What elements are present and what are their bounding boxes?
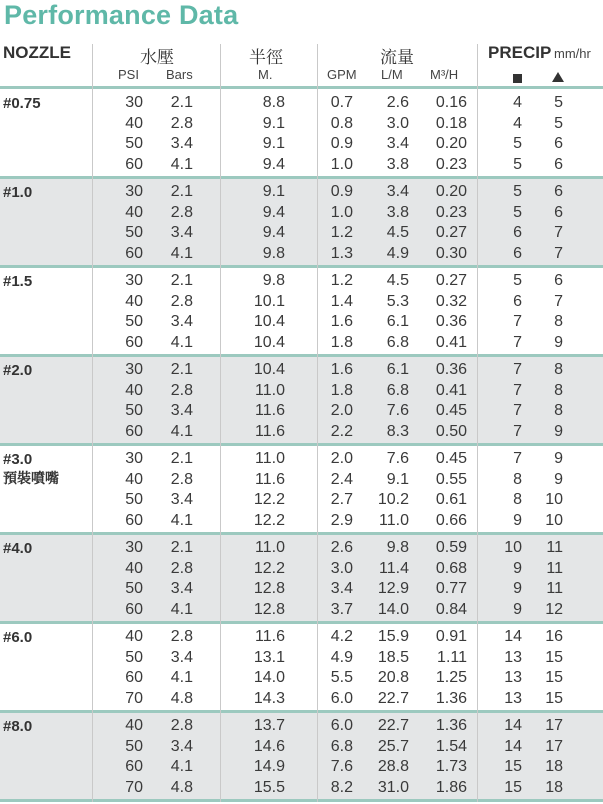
cell-lm: 25.7: [377, 738, 409, 755]
cell-lm: 12.9: [377, 580, 409, 597]
cell-lm: 20.8: [377, 669, 409, 686]
cell-gpm: 2.0: [330, 450, 353, 467]
cell-psi: 50: [125, 491, 143, 508]
cell-radius: 11.0: [255, 539, 285, 556]
cell-bars: 4.1: [170, 245, 193, 262]
cell-precip-square: 7: [513, 382, 522, 399]
cell-radius: 9.1: [262, 115, 285, 132]
cell-m3h: 0.41: [435, 382, 467, 399]
nozzle-name: #4.0: [3, 540, 33, 557]
cell-psi: 50: [125, 135, 143, 152]
cell-precip-triangle: 9: [554, 423, 563, 440]
cell-bars: 2.8: [170, 628, 193, 645]
cell-precip-triangle: 8: [554, 313, 563, 330]
cell-psi: 60: [125, 334, 143, 351]
cell-m3h: 1.11: [437, 649, 467, 666]
cell-precip-triangle: 12: [545, 601, 563, 618]
cell-m3h: 0.36: [435, 361, 467, 378]
cell-psi: 30: [125, 539, 143, 556]
cell-bars: 3.4: [170, 135, 193, 152]
cell-gpm: 5.5: [330, 669, 353, 686]
triangle-icon: [552, 69, 564, 87]
cell-precip-triangle: 15: [545, 690, 563, 707]
cell-m3h: 0.23: [435, 204, 467, 221]
cell-psi: 50: [125, 224, 143, 241]
cell-lm: 28.8: [377, 758, 409, 775]
cell-m3h: 0.32: [435, 293, 467, 310]
cell-precip-square: 7: [513, 361, 522, 378]
cell-psi: 40: [125, 115, 143, 132]
cell-precip-triangle: 7: [554, 293, 563, 310]
cell-precip-triangle: 16: [545, 628, 563, 645]
cell-gpm: 0.9: [330, 183, 353, 200]
cell-m3h: 1.36: [435, 717, 467, 734]
cell-psi: 70: [125, 779, 143, 796]
cell-precip-triangle: 15: [545, 669, 563, 686]
nozzle-name: #1.0: [3, 184, 33, 201]
cell-precip-triangle: 10: [545, 512, 563, 529]
header-precip: PRECIP: [488, 43, 552, 62]
cell-m3h: 0.30: [435, 245, 467, 262]
cell-m3h: 0.41: [435, 334, 467, 351]
cell-lm: 6.1: [386, 313, 409, 330]
cell-precip-triangle: 8: [554, 361, 563, 378]
cell-gpm: 3.0: [330, 560, 353, 577]
cell-lm: 9.8: [386, 539, 409, 556]
cell-lm: 7.6: [386, 402, 409, 419]
cell-bars: 4.1: [170, 758, 193, 775]
cell-bars: 4.1: [170, 423, 193, 440]
cell-m3h: 1.36: [435, 690, 467, 707]
nozzle-group: [0, 624, 603, 711]
cell-bars: 4.1: [170, 669, 193, 686]
header-m: M.: [258, 67, 273, 82]
cell-precip-triangle: 6: [554, 156, 563, 173]
cell-radius: 11.6: [255, 471, 285, 488]
cell-bars: 2.1: [170, 272, 193, 289]
cell-m3h: 0.84: [435, 601, 467, 618]
cell-radius: 15.5: [253, 779, 285, 796]
cell-psi: 50: [125, 738, 143, 755]
nozzle-group: [0, 446, 603, 533]
cell-bars: 2.8: [170, 717, 193, 734]
cell-m3h: 0.23: [435, 156, 467, 173]
cell-precip-square: 13: [504, 690, 522, 707]
cell-bars: 2.1: [170, 94, 193, 111]
cell-bars: 2.8: [170, 560, 193, 577]
cell-precip-square: 14: [504, 628, 522, 645]
nozzle-group: [0, 268, 603, 355]
cell-precip-triangle: 11: [546, 580, 563, 597]
cell-precip-square: 9: [513, 580, 522, 597]
cell-lm: 3.4: [386, 135, 409, 152]
cell-psi: 60: [125, 669, 143, 686]
cell-radius: 14.9: [253, 758, 285, 775]
table-header: [0, 42, 603, 88]
cell-lm: 7.6: [386, 450, 409, 467]
cell-gpm: 6.8: [330, 738, 353, 755]
cell-radius: 13.1: [253, 649, 285, 666]
cell-radius: 10.4: [253, 361, 285, 378]
cell-psi: 30: [125, 450, 143, 467]
cell-gpm: 2.9: [330, 512, 353, 529]
nozzle-group: [0, 535, 603, 622]
cell-precip-triangle: 8: [554, 382, 563, 399]
header-precip-unit: mm/hr: [554, 46, 591, 61]
cell-lm: 14.0: [377, 601, 409, 618]
cell-gpm: 2.0: [330, 402, 353, 419]
cell-psi: 40: [125, 382, 143, 399]
cell-bars: 2.1: [170, 361, 193, 378]
cell-bars: 4.1: [170, 334, 193, 351]
cell-gpm: 1.3: [330, 245, 353, 262]
cell-precip-square: 9: [513, 601, 522, 618]
cell-radius: 9.8: [262, 272, 285, 289]
cell-gpm: 2.4: [330, 471, 353, 488]
cell-psi: 30: [125, 94, 143, 111]
cell-precip-triangle: 18: [545, 779, 563, 796]
cell-precip-square: 4: [513, 115, 522, 132]
header-lm: L/M: [381, 67, 403, 82]
cell-bars: 4.8: [170, 779, 193, 796]
cell-psi: 40: [125, 628, 143, 645]
header-rule: [0, 86, 603, 89]
cell-lm: 15.9: [377, 628, 409, 645]
header-nozzle: NOZZLE: [3, 43, 71, 62]
cell-lm: 9.1: [386, 471, 409, 488]
cell-bars: 2.8: [170, 293, 193, 310]
cell-precip-square: 10: [504, 539, 522, 556]
cell-precip-triangle: 5: [554, 94, 563, 111]
cell-precip-square: 4: [513, 94, 522, 111]
cell-precip-triangle: 8: [554, 402, 563, 419]
cell-gpm: 6.0: [330, 717, 353, 734]
cell-gpm: 8.2: [330, 779, 353, 796]
nozzle-name: #3.0: [3, 451, 33, 468]
cell-bars: 4.8: [170, 690, 193, 707]
cell-lm: 6.1: [386, 361, 409, 378]
cell-psi: 50: [125, 649, 143, 666]
nozzle-name: #2.0: [3, 362, 33, 379]
cell-gpm: 3.7: [330, 601, 353, 618]
nozzle-name: #0.75: [3, 95, 41, 112]
cell-bars: 3.4: [170, 491, 193, 508]
cell-bars: 2.1: [170, 183, 193, 200]
header-pressure: 水壓: [140, 48, 174, 67]
cell-lm: 2.6: [386, 94, 409, 111]
cell-precip-square: 15: [504, 758, 522, 775]
cell-bars: 2.8: [170, 382, 193, 399]
cell-radius: 11.0: [255, 382, 285, 399]
cell-precip-square: 8: [513, 491, 522, 508]
cell-bars: 3.4: [170, 402, 193, 419]
cell-m3h: 0.16: [435, 94, 467, 111]
cell-m3h: 0.55: [435, 471, 467, 488]
cell-gpm: 1.2: [330, 272, 353, 289]
cell-precip-square: 7: [513, 334, 522, 351]
cell-psi: 60: [125, 758, 143, 775]
cell-radius: 10.4: [253, 313, 285, 330]
cell-precip-square: 6: [513, 224, 522, 241]
cell-precip-square: 8: [513, 471, 522, 488]
divider-radius: [317, 44, 318, 802]
cell-precip-square: 14: [504, 738, 522, 755]
cell-gpm: 1.6: [330, 361, 353, 378]
header-m3h: M³/H: [430, 67, 459, 82]
cell-radius: 9.1: [262, 135, 285, 152]
cell-m3h: 0.45: [435, 450, 467, 467]
cell-gpm: 4.9: [330, 649, 353, 666]
header-bars: Bars: [166, 67, 193, 82]
cell-radius: 12.2: [253, 560, 285, 577]
cell-bars: 4.1: [170, 601, 193, 618]
cell-psi: 60: [125, 245, 143, 262]
cell-precip-triangle: 15: [545, 649, 563, 666]
cell-m3h: 0.27: [435, 272, 467, 289]
cell-psi: 40: [125, 717, 143, 734]
cell-gpm: 1.6: [330, 313, 353, 330]
cell-gpm: 7.6: [330, 758, 353, 775]
cell-gpm: 2.2: [330, 423, 353, 440]
cell-radius: 14.0: [253, 669, 285, 686]
cell-psi: 60: [125, 423, 143, 440]
header-radius: 半徑: [249, 48, 283, 67]
cell-radius: 9.4: [262, 204, 285, 221]
cell-precip-triangle: 6: [554, 135, 563, 152]
cell-precip-triangle: 6: [554, 204, 563, 221]
cell-precip-triangle: 9: [554, 471, 563, 488]
cell-psi: 30: [125, 272, 143, 289]
cell-lm: 31.0: [377, 779, 409, 796]
cell-radius: 9.8: [262, 245, 285, 262]
cell-lm: 4.5: [386, 224, 409, 241]
cell-m3h: 0.20: [435, 183, 467, 200]
cell-gpm: 1.0: [330, 156, 353, 173]
cell-m3h: 0.68: [435, 560, 467, 577]
cell-precip-square: 7: [513, 423, 522, 440]
cell-lm: 6.8: [386, 382, 409, 399]
cell-radius: 9.4: [262, 224, 285, 241]
cell-precip-square: 5: [513, 204, 522, 221]
cell-m3h: 1.86: [435, 779, 467, 796]
cell-bars: 2.8: [170, 204, 193, 221]
header-gpm: GPM: [327, 67, 357, 82]
cell-bars: 3.4: [170, 649, 193, 666]
cell-radius: 12.2: [253, 491, 285, 508]
cell-gpm: 1.4: [330, 293, 353, 310]
cell-gpm: 2.7: [330, 491, 353, 508]
cell-psi: 40: [125, 204, 143, 221]
cell-lm: 5.3: [386, 293, 409, 310]
cell-precip-square: 7: [513, 313, 522, 330]
cell-radius: 12.8: [253, 601, 285, 618]
cell-precip-square: 6: [513, 245, 522, 262]
nozzle-group: [0, 179, 603, 266]
cell-bars: 3.4: [170, 224, 193, 241]
cell-precip-triangle: 11: [546, 560, 563, 577]
cell-m3h: 1.54: [435, 738, 467, 755]
cell-lm: 3.4: [386, 183, 409, 200]
cell-psi: 60: [125, 156, 143, 173]
cell-bars: 2.8: [170, 115, 193, 132]
cell-psi: 50: [125, 580, 143, 597]
cell-gpm: 4.2: [330, 628, 353, 645]
cell-precip-square: 5: [513, 135, 522, 152]
cell-lm: 18.5: [377, 649, 409, 666]
cell-m3h: 0.18: [435, 115, 467, 132]
cell-m3h: 0.27: [435, 224, 467, 241]
cell-bars: 2.1: [170, 450, 193, 467]
cell-precip-square: 13: [504, 669, 522, 686]
cell-lm: 10.2: [377, 491, 409, 508]
cell-precip-triangle: 5: [554, 115, 563, 132]
cell-precip-square: 15: [504, 779, 522, 796]
cell-psi: 40: [125, 560, 143, 577]
cell-lm: 6.8: [386, 334, 409, 351]
cell-radius: 8.8: [262, 94, 285, 111]
cell-psi: 60: [125, 512, 143, 529]
cell-precip-square: 14: [504, 717, 522, 734]
cell-psi: 30: [125, 183, 143, 200]
nozzle-name: #8.0: [3, 718, 33, 735]
nozzle-group: [0, 357, 603, 444]
nozzle-name: #1.5: [3, 273, 33, 290]
cell-m3h: 0.91: [435, 628, 467, 645]
cell-precip-triangle: 18: [545, 758, 563, 775]
cell-lm: 4.5: [386, 272, 409, 289]
cell-radius: 13.7: [253, 717, 285, 734]
divider-nozzle: [92, 44, 93, 802]
cell-bars: 4.1: [170, 156, 193, 173]
cell-m3h: 0.45: [435, 402, 467, 419]
cell-lm: 11.4: [379, 560, 409, 577]
cell-psi: 40: [125, 471, 143, 488]
cell-precip-triangle: 9: [554, 334, 563, 351]
cell-gpm: 3.4: [330, 580, 353, 597]
cell-psi: 50: [125, 313, 143, 330]
cell-precip-square: 5: [513, 272, 522, 289]
cell-m3h: 0.77: [435, 580, 467, 597]
cell-gpm: 6.0: [330, 690, 353, 707]
cell-precip-triangle: 7: [554, 224, 563, 241]
cell-m3h: 1.73: [435, 758, 467, 775]
page-title: Performance Data: [4, 0, 239, 30]
cell-gpm: 0.8: [330, 115, 353, 132]
cell-radius: 12.2: [253, 512, 285, 529]
cell-lm: 3.8: [386, 204, 409, 221]
cell-psi: 70: [125, 690, 143, 707]
group-rule: [0, 799, 603, 802]
cell-gpm: 1.0: [330, 204, 353, 221]
nozzle-name: #6.0: [3, 629, 33, 646]
cell-lm: 22.7: [377, 690, 409, 707]
cell-gpm: 2.6: [330, 539, 353, 556]
header-psi: PSI: [118, 67, 139, 82]
cell-radius: 11.0: [255, 450, 285, 467]
cell-precip-triangle: 10: [545, 491, 563, 508]
cell-gpm: 1.2: [330, 224, 353, 241]
cell-lm: 3.8: [386, 156, 409, 173]
cell-radius: 12.8: [253, 580, 285, 597]
cell-precip-triangle: 17: [545, 717, 563, 734]
cell-radius: 9.1: [262, 183, 285, 200]
cell-radius: 11.6: [255, 423, 285, 440]
cell-precip-triangle: 6: [554, 183, 563, 200]
cell-radius: 11.6: [255, 628, 285, 645]
nozzle-note: 預裝噴嘴: [3, 470, 59, 486]
header-flow: 流量: [380, 48, 414, 67]
cell-lm: 11.0: [379, 512, 409, 529]
cell-precip-square: 13: [504, 649, 522, 666]
cell-precip-square: 9: [513, 560, 522, 577]
cell-radius: 10.1: [253, 293, 285, 310]
cell-m3h: 0.59: [435, 539, 467, 556]
cell-psi: 60: [125, 601, 143, 618]
cell-lm: 4.9: [386, 245, 409, 262]
cell-bars: 3.4: [170, 738, 193, 755]
divider-flow: [477, 44, 478, 802]
cell-lm: 22.7: [377, 717, 409, 734]
cell-radius: 14.6: [253, 738, 285, 755]
cell-psi: 40: [125, 293, 143, 310]
cell-lm: 3.0: [386, 115, 409, 132]
cell-bars: 3.4: [170, 580, 193, 597]
cell-radius: 9.4: [262, 156, 285, 173]
nozzle-group: [0, 713, 603, 800]
cell-bars: 4.1: [170, 512, 193, 529]
cell-gpm: 0.9: [330, 135, 353, 152]
cell-bars: 3.4: [170, 313, 193, 330]
cell-gpm: 1.8: [330, 334, 353, 351]
divider-pressure: [220, 44, 221, 802]
cell-precip-square: 5: [513, 183, 522, 200]
cell-m3h: 0.20: [435, 135, 467, 152]
cell-m3h: 0.50: [435, 423, 467, 440]
cell-m3h: 1.25: [435, 669, 467, 686]
cell-radius: 14.3: [253, 690, 285, 707]
cell-precip-square: 9: [513, 512, 522, 529]
cell-precip-square: 5: [513, 156, 522, 173]
cell-precip-triangle: 11: [546, 539, 563, 556]
cell-psi: 30: [125, 361, 143, 378]
cell-m3h: 0.66: [435, 512, 467, 529]
cell-m3h: 0.36: [435, 313, 467, 330]
cell-bars: 2.8: [170, 471, 193, 488]
cell-precip-square: 7: [513, 450, 522, 467]
cell-precip-triangle: 17: [545, 738, 563, 755]
cell-gpm: 1.8: [330, 382, 353, 399]
cell-radius: 11.6: [255, 402, 285, 419]
nozzle-group: [0, 90, 603, 177]
cell-precip-square: 7: [513, 402, 522, 419]
cell-precip-triangle: 9: [554, 450, 563, 467]
cell-precip-triangle: 7: [554, 245, 563, 262]
cell-lm: 8.3: [386, 423, 409, 440]
cell-radius: 10.4: [253, 334, 285, 351]
cell-bars: 2.1: [170, 539, 193, 556]
cell-precip-triangle: 6: [554, 272, 563, 289]
cell-precip-square: 6: [513, 293, 522, 310]
cell-m3h: 0.61: [435, 491, 467, 508]
cell-psi: 50: [125, 402, 143, 419]
cell-gpm: 0.7: [330, 94, 353, 111]
